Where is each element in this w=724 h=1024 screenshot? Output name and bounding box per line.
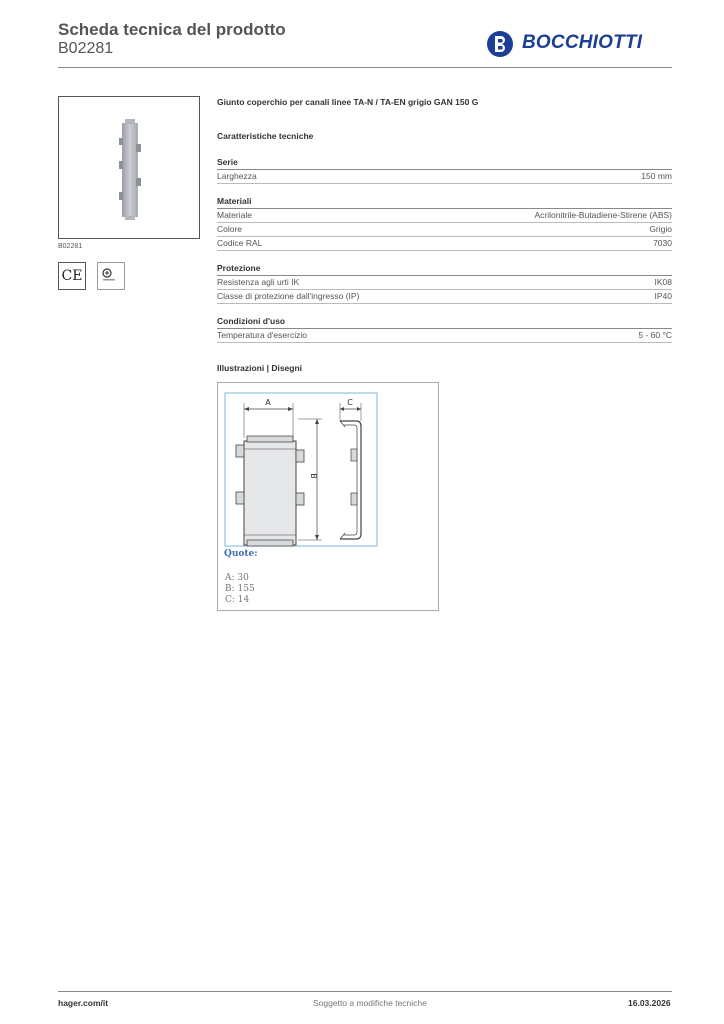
spec-label: Classe di protezione dall'ingresso (IP) xyxy=(217,291,360,301)
spec-group-title: Condizioni d'uso xyxy=(217,316,672,329)
product-description: Giunto coperchio per canali linee TA-N / TA-EN grigio GAN 150 G xyxy=(217,97,479,107)
spec-row xyxy=(217,276,672,290)
dimension-drawing-icon xyxy=(218,383,438,610)
spec-value: 5 - 60 °C xyxy=(638,330,672,340)
dimension-a: A: 30 xyxy=(225,573,249,583)
footer-divider xyxy=(58,991,672,992)
spec-label: Larghezza xyxy=(217,171,257,181)
spec-label: Colore xyxy=(217,224,243,234)
dimension-c: C: 14 xyxy=(225,595,250,605)
header-divider xyxy=(58,67,672,68)
spec-row xyxy=(217,237,672,251)
spec-group-protezione xyxy=(217,263,672,304)
spec-row xyxy=(217,209,672,223)
spec-label: Resistenza agli urti IK xyxy=(217,277,300,287)
spec-value: 150 mm xyxy=(641,171,672,181)
bocchiotti-logo-icon xyxy=(486,30,516,58)
spec-label: Codice RAL xyxy=(217,238,263,248)
product-image-label: B02281 xyxy=(58,243,83,250)
spec-value: IP40 xyxy=(654,291,672,301)
technical-drawing xyxy=(217,382,439,611)
spec-group-title: Materiali xyxy=(217,196,672,209)
spec-value: IK08 xyxy=(654,277,672,287)
ce-mark-icon: CE xyxy=(58,262,86,290)
spec-group-title: Protezione xyxy=(217,263,672,276)
spec-row xyxy=(217,170,672,184)
brand-name: BOCCHIOTTI xyxy=(522,32,643,53)
product-photo-icon xyxy=(59,97,199,238)
spec-group-title: Serie xyxy=(217,157,672,170)
dim-label-a: A xyxy=(265,398,271,407)
footer-website-link[interactable]: hager.com/it xyxy=(58,998,109,1008)
specs-heading: Caratteristiche tecniche xyxy=(217,131,314,141)
spec-label: Materiale xyxy=(217,210,252,220)
spec-row xyxy=(217,223,672,237)
page-title: Scheda tecnica del prodotto xyxy=(58,20,286,39)
brand-logo xyxy=(486,30,668,58)
spec-group-condizioni xyxy=(217,316,672,343)
spec-value: Acrilonitrile-Butadiene-Stirene (ABS) xyxy=(534,210,672,220)
footer-note: Soggetto a modifiche tecniche xyxy=(313,998,427,1008)
spec-group-serie xyxy=(217,157,672,184)
spec-value: Grigio xyxy=(649,224,672,234)
dim-label-c: C xyxy=(347,398,353,407)
quote-label: Quote: xyxy=(224,549,258,559)
spec-value: 7030 xyxy=(653,238,672,248)
spec-label: Temperatura d'esercizio xyxy=(217,330,307,340)
spec-row xyxy=(217,290,672,304)
dim-label-b: B xyxy=(309,473,318,479)
footer-date: 16.03.2026 xyxy=(628,998,671,1008)
dimension-b: B: 155 xyxy=(225,584,255,594)
product-image xyxy=(58,96,200,239)
certification-icon xyxy=(97,262,125,290)
product-code: B02281 xyxy=(58,40,114,57)
illustrations-heading: Illustrazioni | Disegni xyxy=(217,363,303,373)
spec-row xyxy=(217,329,672,343)
spec-group-materiali xyxy=(217,196,672,251)
